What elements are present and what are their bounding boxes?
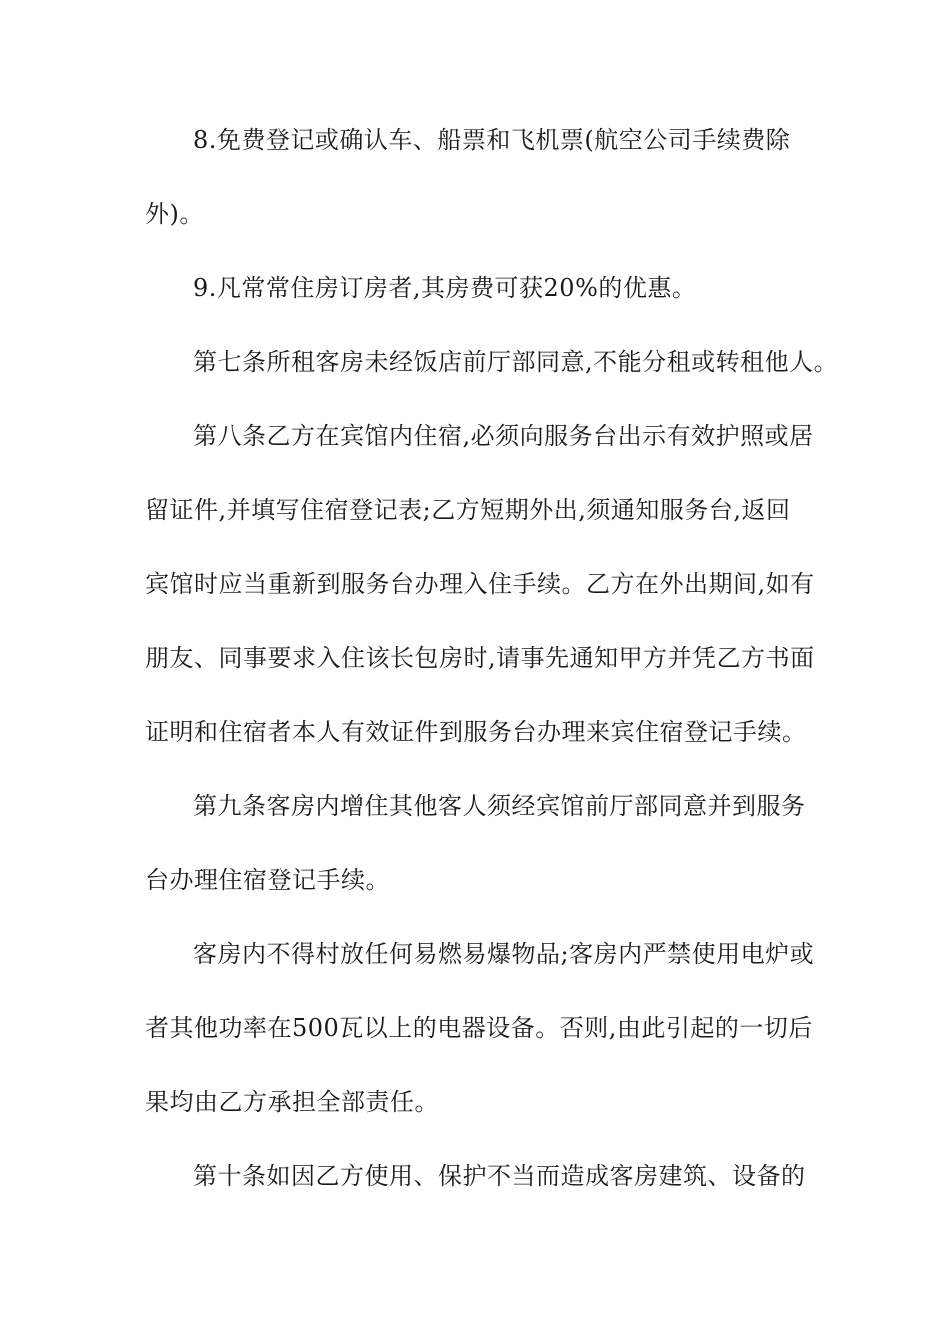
text-line-item-8: 8.免费登记或确认车、船票和飞机票(航空公司手续费除	[193, 126, 791, 154]
body-text	[145, 126, 839, 1238]
text-line-item-9: 9.凡常常住房订房者,其房费可获20%的优惠。	[193, 274, 697, 302]
text-line-article-8: 第八条乙方在宾馆内住宿,必须向服务台出示有效护照或居	[193, 422, 814, 450]
text-line-article-7: 第七条所租客房未经饭店前厅部同意,不能分租或转租他人。	[193, 348, 839, 376]
text-line-article-8-cont-3: 朋友、同事要求入住该长包房时,请事先通知甲方并凭乙方书面	[145, 644, 815, 672]
text-line-article-8-cont-2: 宾馆时应当重新到服务台办理入住手续。乙方在外出期间,如有	[145, 570, 815, 598]
text-line-room-rule-cont-1: 者其他功率在500瓦以上的电器设备。否则,由此引起的一切后	[145, 1014, 813, 1042]
text-line-article-9-cont: 台办理住宿登记手续。	[145, 866, 390, 894]
text-line-item-8-cont: 外)。	[145, 200, 204, 228]
text-line-article-9: 第九条客房内增住其他客人须经宾馆前厅部同意并到服务	[193, 792, 806, 820]
text-line-article-8-cont-1: 留证件,并填写住宿登记表;乙方短期外出,须通知服务台,返回	[145, 496, 791, 524]
text-line-article-10: 第十条如因乙方使用、保护不当而造成客房建筑、设备的	[193, 1162, 806, 1190]
text-line-room-rule-cont-2: 果均由乙方承担全部责任。	[145, 1088, 439, 1116]
text-line-room-rule: 客房内不得村放任何易燃易爆物品;客房内严禁使用电炉或	[193, 940, 815, 968]
text-line-article-8-cont-4: 证明和住宿者本人有效证件到服务台办理来宾住宿登记手续。	[145, 718, 807, 746]
